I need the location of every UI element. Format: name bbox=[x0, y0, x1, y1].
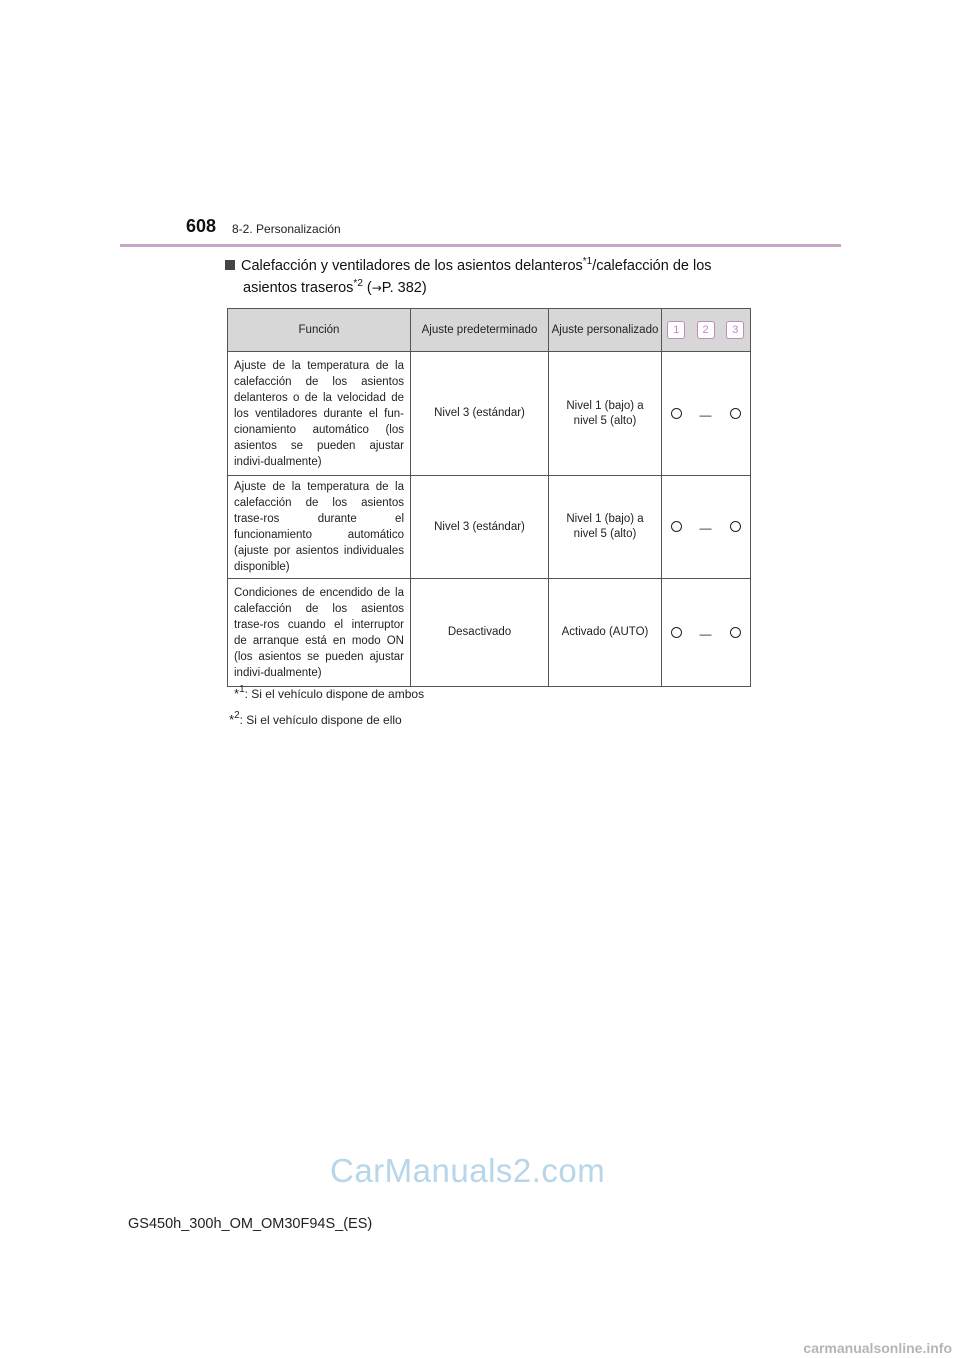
footnote-2 bbox=[229, 712, 402, 727]
circle-mark-icon bbox=[671, 408, 682, 419]
document-code: GS450h_300h_OM_OM30F94S_(ES) bbox=[128, 1216, 373, 1232]
section-heading bbox=[225, 255, 785, 299]
cell-method-2 bbox=[691, 352, 721, 476]
cell-method-3 bbox=[721, 352, 751, 476]
circle-mark-icon bbox=[730, 408, 741, 419]
page-reference-link[interactable]: P. 382) bbox=[381, 280, 427, 296]
cell-method-1 bbox=[662, 579, 691, 687]
page-number: 608 bbox=[186, 216, 217, 236]
cell-method-3 bbox=[721, 579, 751, 687]
table-row bbox=[228, 579, 751, 687]
footnote-number: 1 bbox=[239, 684, 245, 695]
table-row bbox=[228, 476, 751, 579]
header-function: Función bbox=[228, 309, 411, 352]
watermark-logo: CarManuals2.com bbox=[330, 1152, 606, 1189]
header-divider bbox=[120, 244, 841, 247]
cell-method-2 bbox=[691, 476, 721, 579]
cell-function: Ajuste de la temperatura de la calefacción de los asientos delanteros o de la velocidad de los ventiladores durante el fun-cionamiento automático (los asientos se pueden ajustar indivi-dualmente) bbox=[228, 352, 411, 476]
header-custom: Ajuste personalizado bbox=[549, 309, 662, 352]
cell-method-1 bbox=[662, 476, 691, 579]
heading-footnote-ref-1: *1 bbox=[582, 256, 593, 267]
header-method-2 bbox=[691, 309, 721, 352]
circle-mark-icon bbox=[671, 521, 682, 532]
circle-mark-icon bbox=[671, 627, 682, 638]
heading-text-1: Calefacción y ventiladores de los asientos delanteros bbox=[241, 258, 583, 274]
section-label: 8-2. Personalización bbox=[232, 222, 341, 236]
heading-text-3: asientos traseros bbox=[243, 280, 354, 296]
cell-function: Ajuste de la temperatura de la calefacción de los asientos trase-ros durante el funcionamiento automático (ajuste por asientos individuales disponible) bbox=[228, 476, 411, 579]
footnote-text: : Si el vehículo dispone de ambos bbox=[244, 687, 425, 701]
heading-text-2: /calefacción de los bbox=[592, 258, 712, 274]
cell-custom: Nivel 1 (bajo) a nivel 5 (alto) bbox=[549, 476, 662, 579]
cell-default: Desactivado bbox=[411, 579, 549, 687]
footnote-text: : Si el vehículo dispone de ello bbox=[239, 713, 402, 727]
cell-function: Condiciones de encendido de la calefacción de los asientos trase-ros cuando el interruptor de arranque está en modo ON (los asientos se pueden ajustar indivi-dualmente) bbox=[228, 579, 411, 687]
cell-default: Nivel 3 (estándar) bbox=[411, 352, 549, 476]
dash-mark: — bbox=[699, 626, 712, 641]
customization-table bbox=[227, 308, 751, 687]
cell-default: Nivel 3 (estándar) bbox=[411, 476, 549, 579]
number-badge-2: 2 bbox=[697, 321, 715, 339]
table-row bbox=[228, 352, 751, 476]
header-method-1 bbox=[662, 309, 691, 352]
table-header-row bbox=[228, 309, 751, 352]
number-badge-1: 1 bbox=[667, 321, 685, 339]
cell-custom: Activado (AUTO) bbox=[549, 579, 662, 687]
footnote-1 bbox=[234, 686, 424, 701]
footnote-star: * bbox=[229, 712, 235, 727]
cell-method-3 bbox=[721, 476, 751, 579]
heading-paren: ( bbox=[362, 280, 372, 296]
square-bullet-icon bbox=[225, 260, 235, 270]
dash-mark: — bbox=[699, 521, 712, 535]
arrow-right-icon: → bbox=[371, 281, 382, 295]
circle-mark-icon bbox=[730, 521, 741, 532]
number-badge-3: 3 bbox=[726, 321, 744, 339]
circle-mark-icon bbox=[730, 627, 741, 638]
footnote-star: * bbox=[234, 686, 240, 701]
cell-method-1 bbox=[662, 352, 691, 476]
header-default: Ajuste predeterminado bbox=[411, 309, 549, 352]
heading-footnote-ref-2: *2 bbox=[353, 278, 363, 289]
source-url[interactable]: carmanualsonline.info bbox=[803, 1340, 952, 1356]
footnote-number: 2 bbox=[234, 710, 240, 721]
cell-custom: Nivel 1 (bajo) a nivel 5 (alto) bbox=[549, 352, 662, 476]
dash-mark: — bbox=[699, 407, 712, 422]
cell-method-2 bbox=[691, 579, 721, 687]
header-method-3 bbox=[721, 309, 751, 352]
